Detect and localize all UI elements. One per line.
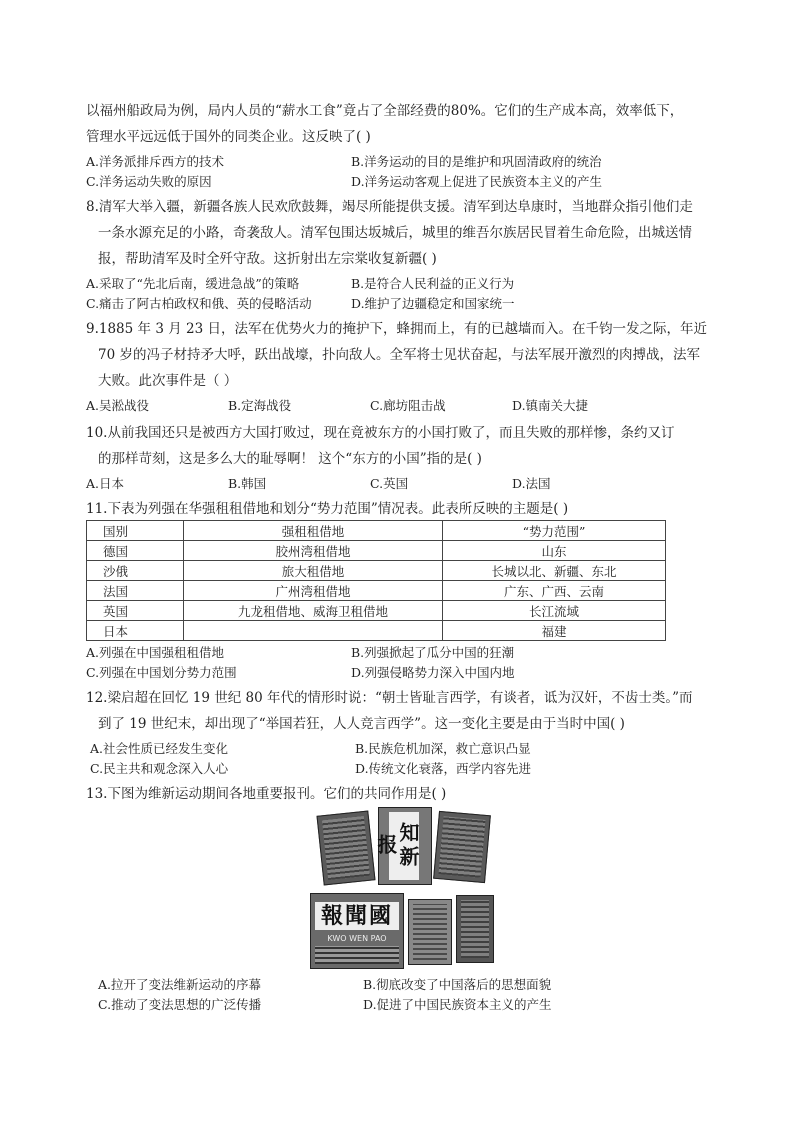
guowenbao-roman: KWO WEN PAO bbox=[327, 934, 387, 943]
table-cell: 长城以北、新疆、东北 bbox=[443, 561, 666, 581]
zhixinbao-title: 知新报 bbox=[389, 812, 419, 880]
q13-option-c: C.推动了变法思想的广泛传播 bbox=[98, 997, 262, 1012]
q11-line-1: 11.下表为列强在华强租租借地和划分“势力范围”情况表。此表所反映的主题是( ) bbox=[86, 501, 569, 517]
table-row bbox=[87, 561, 666, 581]
table-row bbox=[87, 601, 666, 621]
table-cell: 福建 bbox=[443, 621, 666, 641]
q13-options bbox=[86, 975, 716, 1015]
q10-line-2: 的那样苛刻，这是多么大的耻辱啊！ 这个“东方的小国”指的是( ) bbox=[98, 451, 482, 467]
q8-line-1: 8.清军大举入疆，新疆各族人民欢欣鼓舞，竭尽所能提供支援。清军到达阜康时，当地群众指引他们走 bbox=[86, 199, 693, 215]
q12-line-2: 到了 19 世纪末，却出现了“举国若狂，人人竞言西学”。这一变化主要是由于当时中国( ) bbox=[98, 716, 625, 732]
newspaper-image bbox=[456, 895, 494, 963]
q11-options bbox=[86, 643, 716, 683]
q9-options bbox=[86, 396, 716, 416]
q9-option-a: A.吴淞战役 bbox=[86, 398, 150, 413]
newspaper-image bbox=[310, 893, 404, 969]
q8-option-d: D.维护了边疆稳定和国家统一 bbox=[351, 296, 515, 311]
table-cell: 沙俄 bbox=[87, 561, 184, 581]
newspaper-image bbox=[408, 899, 452, 965]
q7-option-d: D.洋务运动客观上促进了民族资本主义的产生 bbox=[351, 174, 603, 189]
q8-option-c: C.痛击了阿古柏政权和俄、英的侵略活动 bbox=[86, 296, 312, 311]
table-cell: 山东 bbox=[443, 541, 666, 561]
table-header-cell: “势力范围” bbox=[443, 521, 666, 541]
q13-option-a: A.拉开了变法维新运动的序幕 bbox=[98, 977, 262, 992]
newspapers-figure bbox=[86, 807, 716, 973]
table-cell: 广州湾租借地 bbox=[184, 581, 443, 601]
q7-options bbox=[86, 152, 716, 192]
q8-options bbox=[86, 274, 716, 314]
newspaper-image bbox=[433, 811, 491, 883]
q11-option-a: A.列强在中国强租租借地 bbox=[86, 645, 225, 660]
table-cell: 胶州湾租借地 bbox=[184, 541, 443, 561]
table-cell bbox=[184, 621, 443, 641]
q10-options bbox=[86, 474, 716, 494]
table-cell: 法国 bbox=[87, 581, 184, 601]
q9-line-3: 大败。此次事件是（ ） bbox=[98, 373, 238, 389]
table-row bbox=[87, 621, 666, 641]
q8-option-a: A.采取了“先北后南，缓进急战”的策略 bbox=[86, 276, 300, 291]
table-cell: 广东、广西、云南 bbox=[443, 581, 666, 601]
table-cell: 旅大租借地 bbox=[184, 561, 443, 581]
q11-option-b: B.列强掀起了瓜分中国的狂潮 bbox=[351, 645, 515, 660]
table-cell: 九龙租借地、威海卫租借地 bbox=[184, 601, 443, 621]
table-cell: 长江流域 bbox=[443, 601, 666, 621]
q10-line-1: 10.从前我国还只是被西方大国打败过，现在竟被东方的小国打败了，而且失败的那样惨，条约又订 bbox=[86, 425, 675, 441]
newspaper-image bbox=[374, 807, 432, 885]
q9-option-b: B.定海战役 bbox=[228, 398, 292, 413]
table-header-row bbox=[87, 521, 666, 541]
powers-table bbox=[86, 520, 666, 641]
q9-option-c: C.廊坊阻击战 bbox=[370, 398, 446, 413]
q12-option-a: A.社会性质已经发生变化 bbox=[90, 741, 229, 756]
q8-line-2: 一条水源充足的小路，奇袭敌人。清军包围达坂城后，城里的维吾尔族居民冒着生命危险，出城送情 bbox=[98, 225, 692, 241]
q12-option-c: C.民主共和观念深入人心 bbox=[90, 761, 229, 776]
table-header-cell: 国别 bbox=[87, 521, 184, 541]
q12-line-1: 12.梁启超在回忆 19 世纪 80 年代的情形时说：“朝士皆耻言西学，有谈者，诋为汉奸，不齿士类。”而 bbox=[86, 690, 693, 706]
q13-option-b: B.彻底改变了中国落后的思想面貌 bbox=[363, 977, 552, 992]
table-cell: 日本 bbox=[87, 621, 184, 641]
q7-option-c: C.洋务运动失败的原因 bbox=[86, 174, 212, 189]
q13-option-d: D.促进了中国民族资本主义的产生 bbox=[363, 997, 552, 1012]
table-row bbox=[87, 541, 666, 561]
q11-option-d: D.列强侵略势力深入中国内地 bbox=[351, 665, 515, 680]
q7-line-2: 管理水平远远低于国外的同类企业。这反映了( ) bbox=[86, 129, 371, 145]
q8-option-b: B.是符合人民利益的正义行为 bbox=[351, 276, 515, 291]
q9-option-d: D.镇南关大捷 bbox=[512, 398, 589, 413]
table-cell: 英国 bbox=[87, 601, 184, 621]
q10-option-d: D.法国 bbox=[512, 476, 551, 491]
table-header-cell: 强租租借地 bbox=[184, 521, 443, 541]
q7-option-b: B.洋务运动的目的是维护和巩固清政府的统治 bbox=[351, 154, 602, 169]
q12-option-d: D.传统文化衰落，西学内容先进 bbox=[355, 761, 532, 776]
q9-line-2: 70 岁的冯子材持矛大呼，跃出战壕，扑向敌人。全军将士见状奋起，与法军展开激烈的肉搏战，法军 bbox=[98, 347, 700, 363]
table-cell: 德国 bbox=[87, 541, 184, 561]
exam-page bbox=[86, 98, 716, 1017]
q13-line-1: 13.下图为维新运动期间各地重要报刊。它们的共同作用是( ) bbox=[86, 786, 447, 802]
q12-option-b: B.民族危机加深，救亡意识凸显 bbox=[355, 741, 531, 756]
guowenbao-title: 報聞國 bbox=[315, 902, 399, 930]
q11-option-c: C.列强在中国划分势力范围 bbox=[86, 665, 237, 680]
q10-option-c: C.英国 bbox=[370, 476, 409, 491]
q9-line-1: 9.1885 年 3 月 23 日，法军在优势火力的掩护下，蜂拥而上，有的已越墙而入。在千钧一发之际，年近 bbox=[86, 321, 707, 337]
newspaper-image bbox=[316, 810, 375, 885]
q8-line-3: 报，帮助清军及时全歼守敌。这折射出左宗棠收复新疆( ) bbox=[98, 251, 437, 267]
q10-option-b: B.韩国 bbox=[228, 476, 267, 491]
q10-option-a: A.日本 bbox=[86, 476, 125, 491]
q12-options bbox=[86, 739, 716, 779]
q7-line-1: 以福州船政局为例，局内人员的“薪水工食”竟占了全部经费的80%。它们的生产成本高，效率低下， bbox=[86, 103, 684, 119]
q7-option-a: A.洋务派排斥西方的技术 bbox=[86, 154, 225, 169]
table-row bbox=[87, 581, 666, 601]
